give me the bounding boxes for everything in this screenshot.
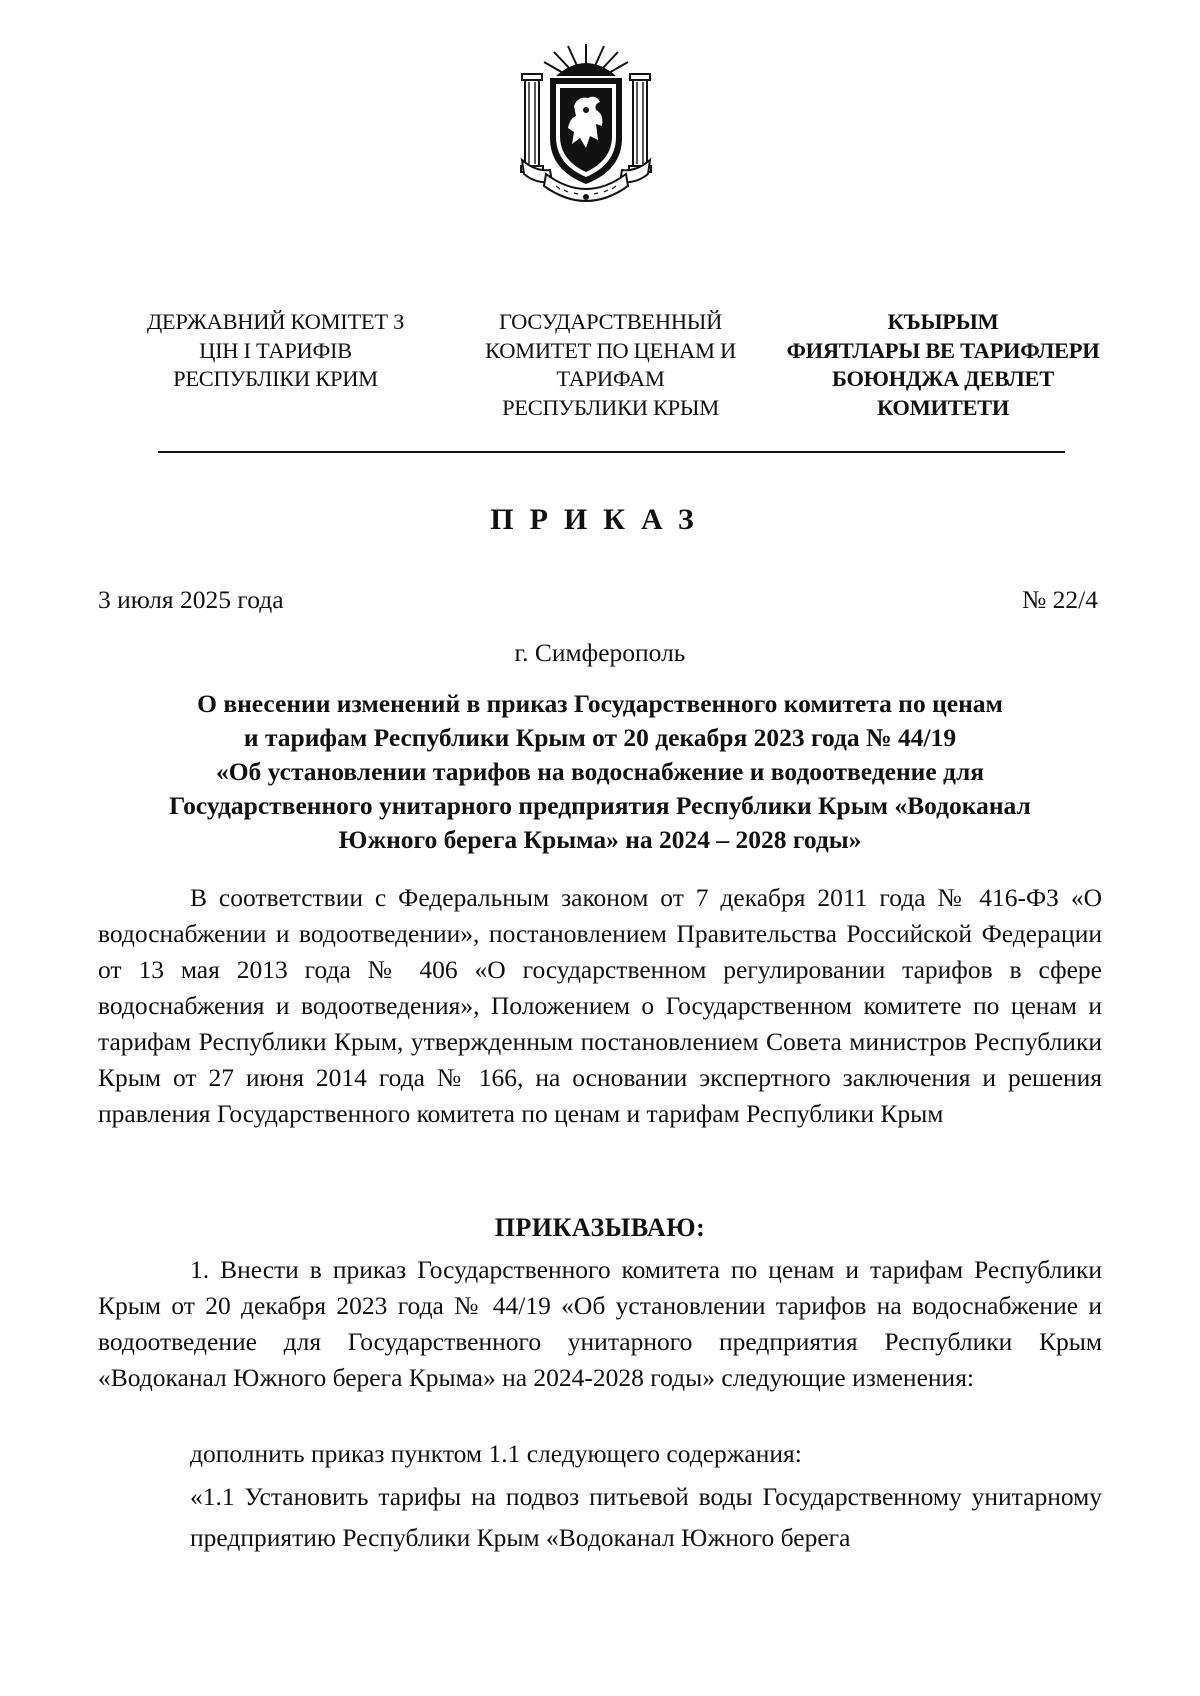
preamble-paragraph: В соответствии с Федеральным законом от 7 декабря 2011 года № 416-ФЗ «О водоснабжении и водоотведении», постановлением Правительства Российской Федерации от 13 мая 2013 года № 406 «О государственном регулировании тарифов в сфере водоснабжения и водоотведения», Положением о Государственном комитете по ценам и тарифам Республики Крым, утвержденным постановлением Совета министров Республики Крым от 27 июня 2014 года № 166, на основании экспертного заключения и решения правления Государственного комитета по ценам и тарифам Республики Крым — [98, 883, 1102, 1128]
header-divider — [158, 451, 1065, 453]
header-ukrainian — [118, 308, 433, 394]
header-crh-line: КЪЫРЫМ — [887, 309, 999, 334]
header-crh-line: БОЮНДЖА ДЕВЛЕТ — [832, 366, 1054, 391]
header-ru-line: РЕСПУБЛИКИ КРЫМ — [502, 394, 719, 420]
header-ru-line: КОМИТЕТ ПО ЦЕНАМ И — [485, 337, 736, 363]
header-russian — [448, 308, 773, 422]
document-city: г. Симферополь — [514, 638, 686, 667]
header-ru-line: ТАРИФАМ — [556, 366, 665, 391]
document-number: № 22/4 — [1021, 585, 1098, 614]
header-crh-line: КОМИТЕТИ — [876, 394, 1010, 420]
header-ru-line: ГОСУДАРСТВЕННЫЙ — [498, 309, 723, 334]
header-ua-line: ЦІН І ТАРИФІВ — [199, 337, 352, 363]
header-crimean-tatar — [778, 308, 1108, 422]
order-heading: ПРИКАЗЫВАЮ: — [494, 1213, 706, 1242]
order-item-1-1: «1.1 Установить тарифы на подвоз питьевой воды Государственному унитарному предприятию Республики Крым «Водоканал Южного берега — [190, 1482, 1102, 1552]
subject-line: О внесении изменений в приказ Государственного комитета по ценам — [197, 689, 1003, 718]
subject-line: Южного берега Крыма» на 2024 – 2028 годы» — [338, 825, 862, 854]
subject-line: и тарифам Республики Крым от 20 декабря 2023 года № 44/19 — [243, 723, 957, 752]
header-crh-line: ФИЯТЛАРЫ ВЕ ТАРИФЛЕРИ — [786, 337, 1100, 363]
crimea-coat-of-arms-icon — [516, 40, 656, 205]
document-title: ПРИКАЗ — [490, 503, 710, 536]
header-ua-line: РЕСПУБЛІКИ КРИМ — [173, 366, 378, 391]
header-ua-line: ДЕРЖАВНИЙ КОМІТЕТ З — [146, 309, 405, 334]
document-date: 3 июля 2025 года — [98, 585, 284, 614]
order-item-1-intro: дополнить приказ пунктом 1.1 следующего содержания: — [190, 1439, 802, 1468]
subject-line: Государственного унитарного предприятия Республики Крым «Водоканал — [169, 791, 1031, 820]
document-subject — [98, 687, 1102, 857]
subject-line: «Об установлении тарифов на водоснабжение и водоотведение для — [215, 757, 985, 786]
order-item-1: 1. Внести в приказ Государственного комитета по ценам и тарифам Республики Крым от 20 декабря 2023 года № 44/19 «Об установлении тарифов на водоснабжение и водоотведение для Государственного унитарного предприятия Республики Крым «Водоканал Южного берега Крыма» на 2024-2028 годы» следующие изменения: — [98, 1255, 1102, 1392]
